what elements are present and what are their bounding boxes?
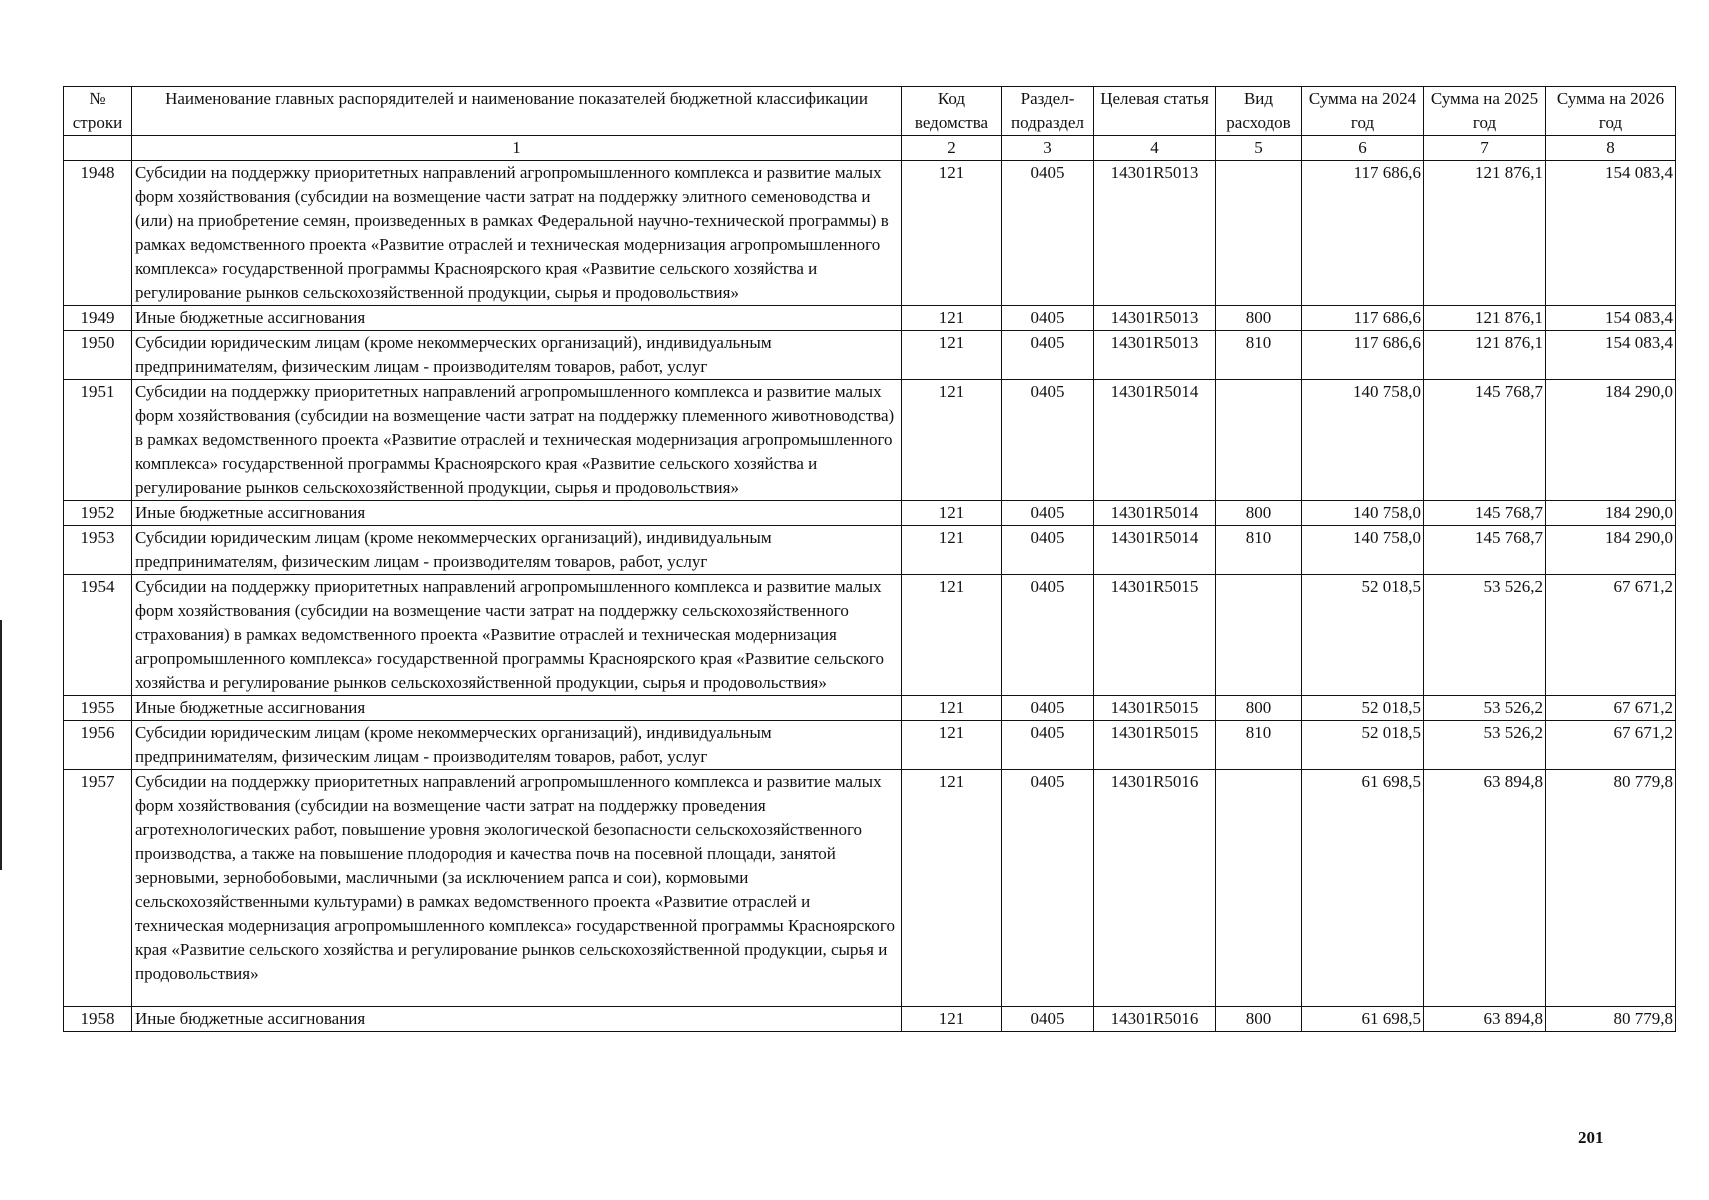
row-name: Субсидии на поддержку приоритетных направлений агропромышленного комплекса и развитие малых форм хозяйствования (субсидии на возмещение части затрат на поддержку племенного животноводства) в рамках ведомственного проекта «Развитие отраслей и техническая модернизация агропромышленного комплекса» государственной программы Красноярского края «Развитие сельского хозяйства и регулирование рынков сельскохозяйственной продукции, сырья и продовольствия» bbox=[132, 380, 902, 501]
row-sum-2026: 154 083,4 bbox=[1546, 331, 1676, 380]
row-number: 1953 bbox=[64, 526, 132, 575]
row-target-article: 14301R5015 bbox=[1094, 696, 1216, 721]
row-number: 1958 bbox=[64, 1007, 132, 1032]
column-index: 8 bbox=[1546, 136, 1676, 161]
budget-table bbox=[63, 86, 1676, 1032]
row-expense-type: 810 bbox=[1216, 721, 1302, 770]
row-sum-2025: 53 526,2 bbox=[1424, 721, 1546, 770]
row-section: 0405 bbox=[1002, 161, 1094, 306]
table-row bbox=[64, 575, 1676, 696]
row-name: Иные бюджетные ассигнования bbox=[132, 1007, 902, 1032]
row-number: 1955 bbox=[64, 696, 132, 721]
table-row bbox=[64, 721, 1676, 770]
margin-scan-mark bbox=[0, 620, 2, 870]
row-expense-type: 800 bbox=[1216, 306, 1302, 331]
header-row-number: № строки bbox=[64, 87, 132, 136]
row-name: Субсидии на поддержку приоритетных направлений агропромышленного комплекса и развитие малых форм хозяйствования (субсидии на возмещение части затрат на поддержку проведения агротехнологических работ, повышение уровня экологической безопасности сельскохозяйственного производства, а также на повышение плодородия и качества почв на посевной площади, занятой зерновыми, зернобобовыми, масличными (за исключением рапса и сои), кормовыми сельскохозяйственными культурами) в рамках ведомственного проекта «Развитие отраслей и техническая модернизация агропромышленного комплекса» государственной программы Красноярского края «Развитие сельского хозяйства и регулирование рынков сельскохозяйственной продукции, сырья и продовольствия» bbox=[132, 770, 902, 1007]
row-sum-2025: 121 876,1 bbox=[1424, 331, 1546, 380]
header-sum-2026: Сумма на 2026 год bbox=[1546, 87, 1676, 136]
header-row bbox=[64, 87, 1676, 136]
column-index: 1 bbox=[132, 136, 902, 161]
column-index bbox=[64, 136, 132, 161]
row-dept-code: 121 bbox=[902, 161, 1002, 306]
column-index-row bbox=[64, 136, 1676, 161]
header-section: Раздел-подраздел bbox=[1002, 87, 1094, 136]
row-target-article: 14301R5013 bbox=[1094, 306, 1216, 331]
row-sum-2026: 80 779,8 bbox=[1546, 770, 1676, 1007]
header-name: Наименование главных распорядителей и наименование показателей бюджетной классификации bbox=[132, 87, 902, 136]
row-dept-code: 121 bbox=[902, 575, 1002, 696]
row-expense-type bbox=[1216, 161, 1302, 306]
row-sum-2024: 140 758,0 bbox=[1302, 501, 1424, 526]
table-row bbox=[64, 331, 1676, 380]
row-expense-type bbox=[1216, 770, 1302, 1007]
header-target-article: Целевая статья bbox=[1094, 87, 1216, 136]
row-sum-2025: 145 768,7 bbox=[1424, 380, 1546, 501]
table-row bbox=[64, 770, 1676, 1007]
row-sum-2025: 145 768,7 bbox=[1424, 526, 1546, 575]
row-name: Субсидии юридическим лицам (кроме некоммерческих организаций), индивидуальным предпринимателям, физическим лицам - производителям товаров, работ, услуг bbox=[132, 526, 902, 575]
table-row bbox=[64, 696, 1676, 721]
row-sum-2026: 154 083,4 bbox=[1546, 161, 1676, 306]
row-sum-2024: 140 758,0 bbox=[1302, 526, 1424, 575]
row-sum-2024: 117 686,6 bbox=[1302, 161, 1424, 306]
table-row bbox=[64, 501, 1676, 526]
row-sum-2025: 53 526,2 bbox=[1424, 575, 1546, 696]
row-sum-2024: 140 758,0 bbox=[1302, 380, 1424, 501]
row-sum-2026: 67 671,2 bbox=[1546, 721, 1676, 770]
row-number: 1949 bbox=[64, 306, 132, 331]
row-dept-code: 121 bbox=[902, 306, 1002, 331]
table-row bbox=[64, 1007, 1676, 1032]
row-sum-2025: 53 526,2 bbox=[1424, 696, 1546, 721]
row-dept-code: 121 bbox=[902, 770, 1002, 1007]
row-target-article: 14301R5015 bbox=[1094, 721, 1216, 770]
row-name: Иные бюджетные ассигнования bbox=[132, 696, 902, 721]
row-sum-2024: 52 018,5 bbox=[1302, 575, 1424, 696]
row-target-article: 14301R5014 bbox=[1094, 380, 1216, 501]
row-sum-2024: 117 686,6 bbox=[1302, 331, 1424, 380]
row-expense-type bbox=[1216, 575, 1302, 696]
table-row bbox=[64, 161, 1676, 306]
row-target-article: 14301R5014 bbox=[1094, 526, 1216, 575]
row-name: Субсидии на поддержку приоритетных направлений агропромышленного комплекса и развитие малых форм хозяйствования (субсидии на возмещение части затрат на поддержку сельскохозяйственного страхования) в рамках ведомственного проекта «Развитие отраслей и техническая модернизация агропромышленного комплекса» государственной программы Красноярского края «Развитие сельского хозяйства и регулирование рынков сельскохозяйственной продукции, сырья и продовольствия» bbox=[132, 575, 902, 696]
row-number: 1954 bbox=[64, 575, 132, 696]
row-section: 0405 bbox=[1002, 575, 1094, 696]
row-target-article: 14301R5013 bbox=[1094, 161, 1216, 306]
row-sum-2026: 184 290,0 bbox=[1546, 526, 1676, 575]
row-sum-2026: 184 290,0 bbox=[1546, 380, 1676, 501]
row-sum-2025: 63 894,8 bbox=[1424, 1007, 1546, 1032]
row-target-article: 14301R5015 bbox=[1094, 575, 1216, 696]
row-expense-type: 810 bbox=[1216, 526, 1302, 575]
table-row bbox=[64, 380, 1676, 501]
row-name: Субсидии на поддержку приоритетных направлений агропромышленного комплекса и развитие малых форм хозяйствования (субсидии на возмещение части затрат на поддержку элитного семеноводства и (или) на приобретение семян, произведенных в рамках Федеральной научно-технической программы) в рамках ведомственного проекта «Развитие отраслей и техническая модернизация агропромышленного комплекса» государственной программы Красноярского края «Развитие сельского хозяйства и регулирование рынков сельскохозяйственной продукции, сырья и продовольствия» bbox=[132, 161, 902, 306]
row-section: 0405 bbox=[1002, 306, 1094, 331]
row-sum-2026: 67 671,2 bbox=[1546, 575, 1676, 696]
column-index: 5 bbox=[1216, 136, 1302, 161]
row-name: Субсидии юридическим лицам (кроме некоммерческих организаций), индивидуальным предпринимателям, физическим лицам - производителям товаров, работ, услуг bbox=[132, 331, 902, 380]
row-dept-code: 121 bbox=[902, 380, 1002, 501]
page-number: 201 bbox=[1578, 1128, 1604, 1147]
row-expense-type: 800 bbox=[1216, 696, 1302, 721]
row-section: 0405 bbox=[1002, 501, 1094, 526]
row-number: 1951 bbox=[64, 380, 132, 501]
row-section: 0405 bbox=[1002, 721, 1094, 770]
row-number: 1957 bbox=[64, 770, 132, 1007]
row-section: 0405 bbox=[1002, 380, 1094, 501]
row-sum-2026: 80 779,8 bbox=[1546, 1007, 1676, 1032]
row-name: Иные бюджетные ассигнования bbox=[132, 501, 902, 526]
row-expense-type: 810 bbox=[1216, 331, 1302, 380]
row-sum-2024: 52 018,5 bbox=[1302, 721, 1424, 770]
row-section: 0405 bbox=[1002, 331, 1094, 380]
row-sum-2025: 145 768,7 bbox=[1424, 501, 1546, 526]
row-sum-2026: 67 671,2 bbox=[1546, 696, 1676, 721]
column-index: 2 bbox=[902, 136, 1002, 161]
row-target-article: 14301R5014 bbox=[1094, 501, 1216, 526]
row-sum-2026: 154 083,4 bbox=[1546, 306, 1676, 331]
row-number: 1956 bbox=[64, 721, 132, 770]
row-sum-2025: 121 876,1 bbox=[1424, 306, 1546, 331]
row-section: 0405 bbox=[1002, 526, 1094, 575]
row-sum-2024: 61 698,5 bbox=[1302, 770, 1424, 1007]
row-dept-code: 121 bbox=[902, 501, 1002, 526]
row-number: 1950 bbox=[64, 331, 132, 380]
row-target-article: 14301R5016 bbox=[1094, 1007, 1216, 1032]
row-name: Иные бюджетные ассигнования bbox=[132, 306, 902, 331]
column-index: 6 bbox=[1302, 136, 1424, 161]
row-dept-code: 121 bbox=[902, 1007, 1002, 1032]
table-row bbox=[64, 306, 1676, 331]
row-dept-code: 121 bbox=[902, 526, 1002, 575]
budget-table-container bbox=[63, 86, 1675, 1032]
row-section: 0405 bbox=[1002, 1007, 1094, 1032]
table-row bbox=[64, 526, 1676, 575]
header-dept-code: Код ведомства bbox=[902, 87, 1002, 136]
row-sum-2026: 184 290,0 bbox=[1546, 501, 1676, 526]
row-sum-2025: 63 894,8 bbox=[1424, 770, 1546, 1007]
header-sum-2025: Сумма на 2025 год bbox=[1424, 87, 1546, 136]
row-expense-type bbox=[1216, 380, 1302, 501]
row-name: Субсидии юридическим лицам (кроме некоммерческих организаций), индивидуальным предпринимателям, физическим лицам - производителям товаров, работ, услуг bbox=[132, 721, 902, 770]
column-index: 4 bbox=[1094, 136, 1216, 161]
row-target-article: 14301R5016 bbox=[1094, 770, 1216, 1007]
column-index: 7 bbox=[1424, 136, 1546, 161]
row-dept-code: 121 bbox=[902, 721, 1002, 770]
row-expense-type: 800 bbox=[1216, 501, 1302, 526]
row-sum-2025: 121 876,1 bbox=[1424, 161, 1546, 306]
row-dept-code: 121 bbox=[902, 696, 1002, 721]
row-sum-2024: 61 698,5 bbox=[1302, 1007, 1424, 1032]
row-section: 0405 bbox=[1002, 696, 1094, 721]
row-sum-2024: 117 686,6 bbox=[1302, 306, 1424, 331]
header-expense-type: Вид расходов bbox=[1216, 87, 1302, 136]
column-index: 3 bbox=[1002, 136, 1094, 161]
row-target-article: 14301R5013 bbox=[1094, 331, 1216, 380]
row-section: 0405 bbox=[1002, 770, 1094, 1007]
row-number: 1952 bbox=[64, 501, 132, 526]
row-number: 1948 bbox=[64, 161, 132, 306]
row-sum-2024: 52 018,5 bbox=[1302, 696, 1424, 721]
row-dept-code: 121 bbox=[902, 331, 1002, 380]
header-sum-2024: Сумма на 2024 год bbox=[1302, 87, 1424, 136]
row-expense-type: 800 bbox=[1216, 1007, 1302, 1032]
